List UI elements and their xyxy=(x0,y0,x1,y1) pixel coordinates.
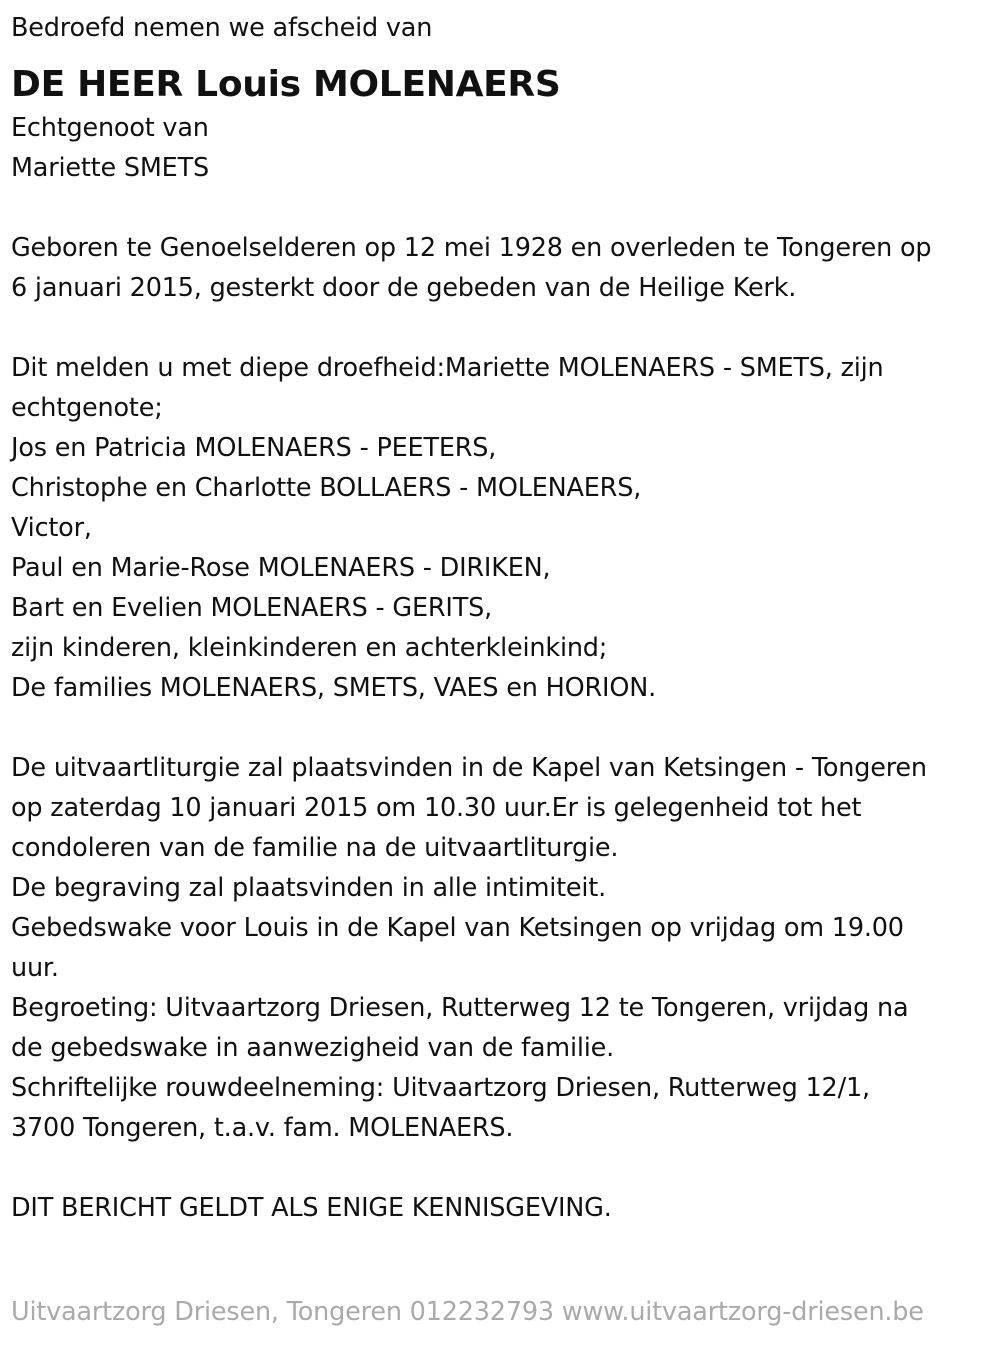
ceremony-line: condoleren van de familie na de uitvaartliturgie. xyxy=(11,833,619,863)
spacer xyxy=(11,308,991,348)
intro-text: Bedroefd nemen we afscheid van xyxy=(11,13,433,43)
spacer xyxy=(11,708,991,748)
ceremony-line: Gebedswake voor Louis in de Kapel van Ketsingen op vrijdag om 19.00 xyxy=(11,913,904,943)
ceremony-line: Schriftelijke rouwdeelneming: Uitvaartzorg Driesen, Rutterweg 12/1, xyxy=(11,1073,870,1103)
deceased-name: DE HEER Louis MOLENAERS xyxy=(11,64,561,105)
ceremony-line: de gebedswake in aanwezigheid van de familie. xyxy=(11,1033,614,1063)
spacer xyxy=(11,1148,991,1188)
footer-contact: Uitvaartzorg Driesen, Tongeren 012232793 www.uitvaartzorg-driesen.be xyxy=(11,1297,924,1327)
mourner-line: Victor, xyxy=(11,513,92,543)
ceremony-line: De uitvaartliturgie zal plaatsvinden in de Kapel van Ketsingen - Tongeren xyxy=(11,753,927,783)
spouse-name: Mariette SMETS xyxy=(11,153,209,183)
mourner-line: Bart en Evelien MOLENAERS - GERITS, xyxy=(11,593,492,623)
notice-text: DIT BERICHT GELDT ALS ENIGE KENNISGEVING. xyxy=(11,1193,612,1223)
mourner-line: Dit melden u met diepe droefheid:Mariette MOLENAERS - SMETS, zijn xyxy=(11,353,884,383)
ceremony-line: 3700 Tongeren, t.a.v. fam. MOLENAERS. xyxy=(11,1113,514,1143)
relation-text: Echtgenoot van xyxy=(11,113,209,143)
mourner-line: Christophe en Charlotte BOLLAERS - MOLENAERS, xyxy=(11,473,642,503)
mourner-line: Jos en Patricia MOLENAERS - PEETERS, xyxy=(11,433,497,463)
ceremony-line: op zaterdag 10 januari 2015 om 10.30 uur.Er is gelegenheid tot het xyxy=(11,793,862,823)
ceremony-line: De begraving zal plaatsvinden in alle intimiteit. xyxy=(11,873,606,903)
birth-line: 6 januari 2015, gesterkt door de gebeden van de Heilige Kerk. xyxy=(11,273,797,303)
ceremony-line: Begroeting: Uitvaartzorg Driesen, Rutterweg 12 te Tongeren, vrijdag na xyxy=(11,993,909,1023)
obituary-notice xyxy=(11,8,991,1228)
ceremony-line: uur. xyxy=(11,953,59,983)
spacer xyxy=(11,188,991,228)
mourner-line: echtgenote; xyxy=(11,393,163,423)
birth-line: Geboren te Genoelselderen op 12 mei 1928 en overleden te Tongeren op xyxy=(11,233,932,263)
mourner-line: Paul en Marie-Rose MOLENAERS - DIRIKEN, xyxy=(11,553,551,583)
mourner-line: De families MOLENAERS, SMETS, VAES en HORION. xyxy=(11,673,656,703)
mourner-line: zijn kinderen, kleinkinderen en achterkleinkind; xyxy=(11,633,608,663)
